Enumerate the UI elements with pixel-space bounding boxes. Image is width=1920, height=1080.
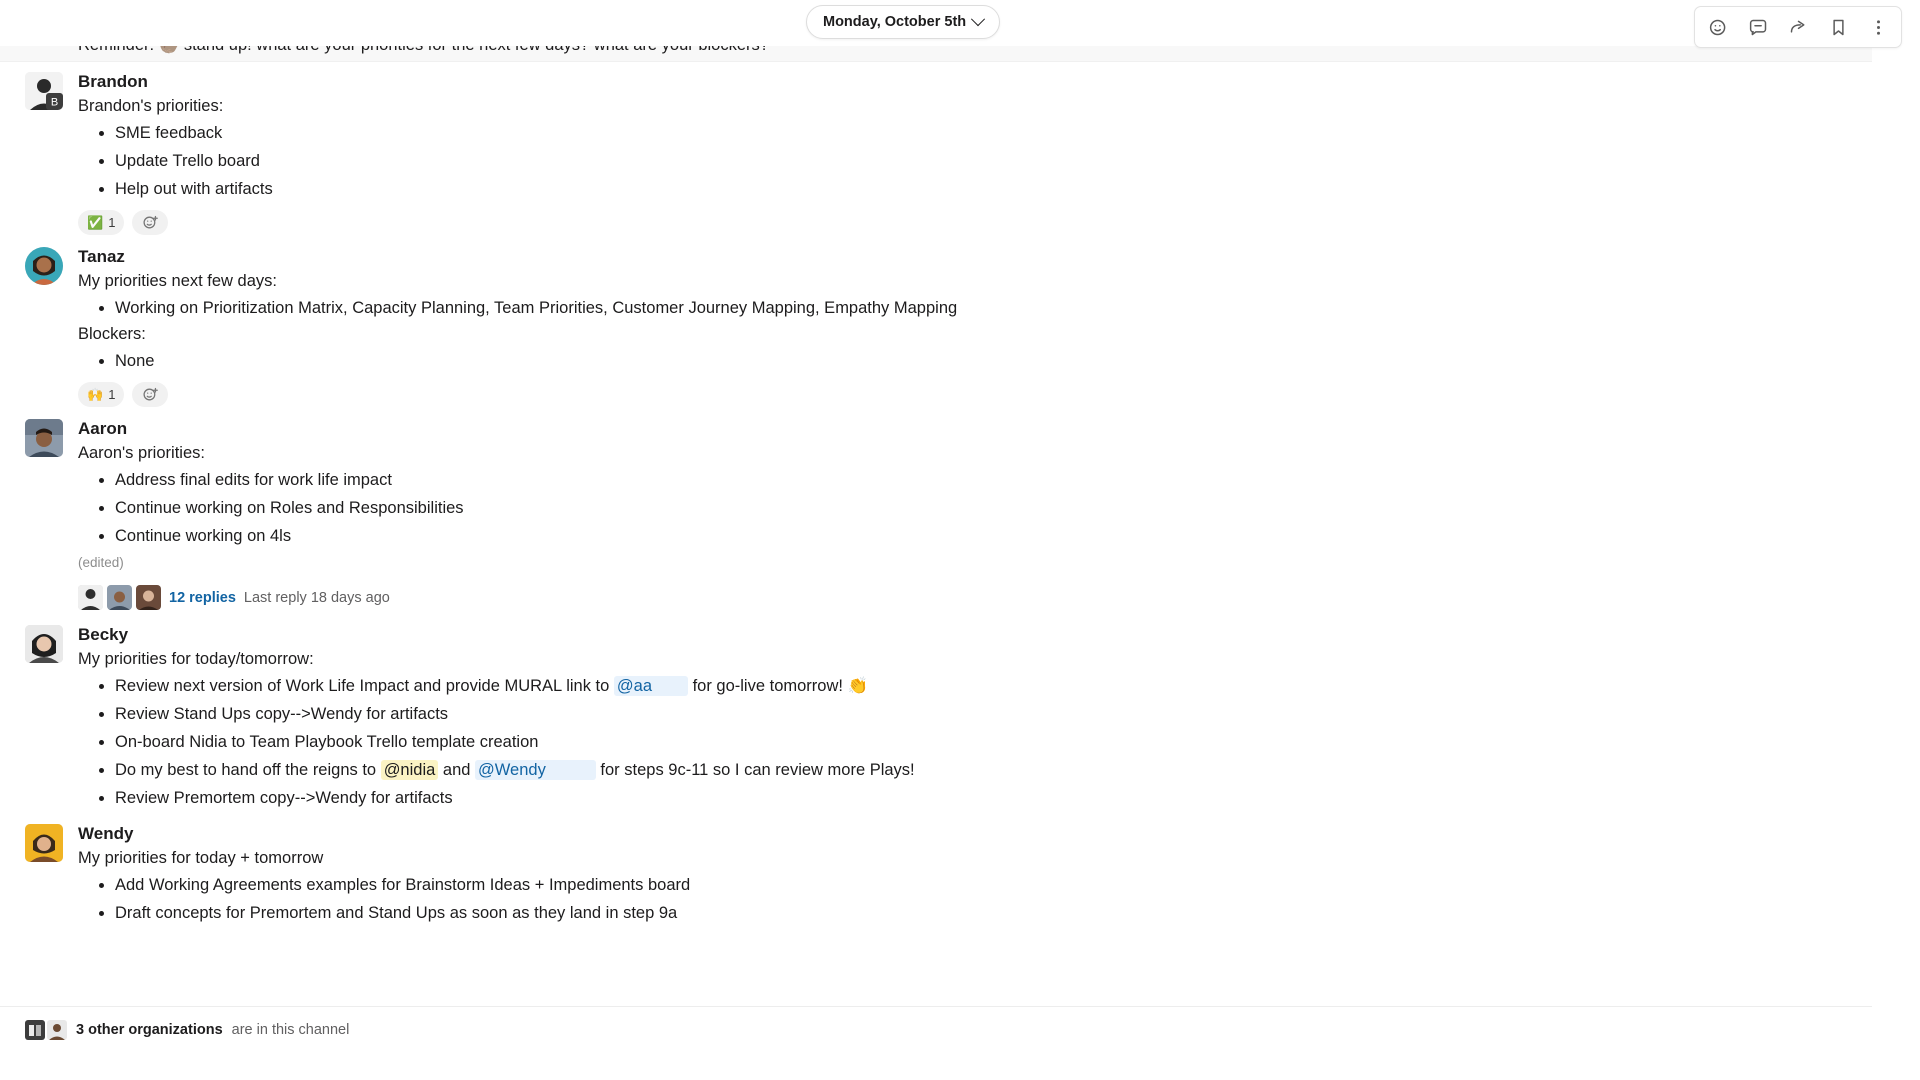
list-item — [115, 672, 1920, 700]
message-text: My priorities for today + tomorrow — [78, 849, 324, 867]
channel-org-footer — [0, 1006, 1920, 1052]
message-author[interactable]: Aaron — [78, 419, 128, 438]
reply-in-thread-icon[interactable] — [1739, 10, 1777, 44]
message-actions-toolbar — [1694, 6, 1902, 48]
message-aaron — [0, 409, 1920, 615]
org-count: 3 other organizations — [76, 1021, 223, 1038]
text-fragment: for go-live tomorrow! 👏 — [688, 677, 869, 695]
list-item: SME feedback — [115, 119, 1920, 147]
add-reaction-icon[interactable] — [1699, 10, 1737, 44]
share-message-icon[interactable] — [1779, 10, 1817, 44]
message-bullets-secondary — [78, 347, 1920, 375]
avatar[interactable] — [25, 419, 63, 457]
chevron-down-icon — [971, 12, 985, 26]
reaction-emoji: 🙌 — [87, 386, 104, 402]
message-author[interactable]: Wendy — [78, 824, 134, 843]
mention-chip[interactable]: @Wendy — [475, 760, 596, 780]
reaction-bar — [78, 382, 1920, 407]
list-item — [115, 756, 1920, 784]
message-author[interactable]: Becky — [78, 625, 129, 644]
avatar — [25, 1020, 45, 1040]
message-text: My priorities next few days: — [78, 272, 277, 290]
message-becky — [0, 615, 1920, 814]
thread-participants — [78, 585, 161, 610]
edited-label: (edited) — [78, 555, 124, 570]
thread-replies-link[interactable]: 12 replies — [169, 589, 236, 606]
list-item — [115, 784, 1920, 812]
list-item: Address final edits for work life impact — [115, 466, 1920, 494]
org-avatars — [25, 1020, 67, 1040]
list-item: Draft concepts for Premortem and Stand Ups as soon as they land in step 9a — [115, 899, 1920, 927]
avatar — [78, 585, 103, 610]
avatar[interactable] — [25, 824, 63, 862]
message-brandon — [0, 62, 1920, 237]
message-text-secondary: Blockers: — [78, 325, 146, 343]
save-message-icon[interactable] — [1819, 10, 1857, 44]
list-item: Continue working on 4ls — [115, 522, 1920, 550]
list-item — [115, 728, 1920, 756]
avatar[interactable] — [25, 72, 63, 110]
message-text: Aaron's priorities: — [78, 444, 205, 462]
thread-last-reply: Last reply 18 days ago — [243, 589, 390, 606]
org-footer-suffix: are in this channel — [231, 1021, 350, 1038]
text-fragment: Review next version of Work Life Impact and provide MURAL link to — [115, 677, 614, 695]
message-bullets — [78, 119, 1920, 203]
message-author[interactable]: Tanaz — [78, 247, 125, 266]
reaction-count: 1 — [108, 387, 116, 402]
text-fragment: for steps 9c-11 so I can review more Plays! — [595, 761, 915, 779]
list-item: Continue working on Roles and Responsibilities — [115, 494, 1920, 522]
list-item — [115, 700, 1920, 728]
list-item: Add Working Agreements examples for Brainstorm Ideas + Impediments board — [115, 871, 1920, 899]
reaction-bar — [78, 210, 1920, 235]
avatar — [107, 585, 132, 610]
list-item: Update Trello board — [115, 147, 1920, 175]
avatar — [136, 585, 161, 610]
bottom-strip — [0, 1052, 1920, 1080]
message-wendy — [0, 814, 1920, 929]
avatar[interactable] — [25, 247, 63, 285]
message-text: Brandon's priorities: — [78, 97, 224, 115]
more-actions-icon[interactable] — [1859, 10, 1897, 44]
message-tanaz — [0, 237, 1920, 409]
list-item: Working on Prioritization Matrix, Capacity Planning, Team Priorities, Customer Journey Mapping, Empathy Mapping — [115, 294, 1920, 322]
message-text: My priorities for today/tomorrow: — [78, 650, 314, 668]
text-fragment: and — [438, 761, 476, 779]
mention-chip-self[interactable]: @nidia — [381, 760, 439, 780]
mention-chip[interactable]: @aa — [614, 676, 688, 696]
date-label: Monday, October 5th — [823, 14, 967, 30]
reaction-emoji: ✅ — [87, 214, 104, 230]
list-item: Help out with artifacts — [115, 175, 1920, 203]
add-reaction-icon[interactable] — [132, 210, 168, 235]
reaction-count: 1 — [108, 215, 116, 230]
top-bar — [0, 0, 1920, 46]
avatar — [47, 1020, 67, 1040]
add-reaction-icon[interactable] — [132, 382, 168, 407]
text-fragment: Review Premortem copy-->Wendy for artifacts — [115, 789, 453, 807]
list-item: None — [115, 347, 1920, 375]
thread-summary[interactable] — [78, 582, 396, 613]
text-fragment: Review Stand Ups copy-->Wendy for artifacts — [115, 705, 449, 723]
message-author[interactable]: Brandon — [78, 72, 148, 91]
date-jump-button[interactable] — [806, 5, 1000, 39]
text-fragment: On-board Nidia to Team Playbook Trello template creation — [115, 733, 539, 751]
svg-text:B: B — [50, 96, 59, 109]
text-fragment: Do my best to hand off the reigns to — [115, 761, 381, 779]
message-bullets — [78, 466, 1920, 550]
avatar[interactable] — [25, 625, 63, 663]
message-bullets — [78, 871, 1920, 927]
reaction-pill[interactable] — [78, 382, 124, 407]
reaction-pill[interactable] — [78, 210, 124, 235]
right-gutter — [1872, 0, 1920, 1080]
message-bullets — [78, 672, 1920, 812]
message-bullets — [78, 294, 1920, 322]
